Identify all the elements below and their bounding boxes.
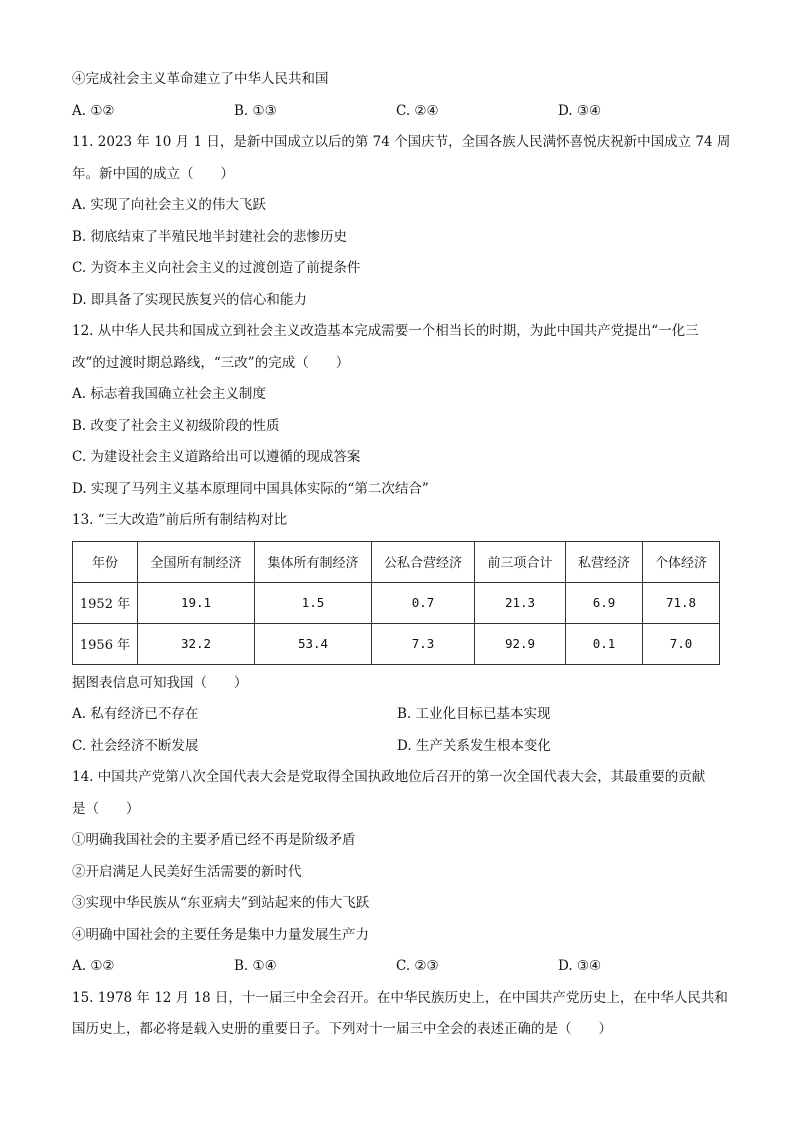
table-header: 全国所有制经济 xyxy=(138,541,255,582)
q15-stem-line2: 国历史上，都必将是载入史册的重要日子。下列对十一届三中全会的表述正确的是（ ） xyxy=(72,1021,612,1037)
table-cell: 71.8 xyxy=(643,582,720,623)
q13-option-d[interactable]: D. 生产关系发生根本变化 xyxy=(397,737,551,754)
table-cell: 6.9 xyxy=(566,582,643,623)
table-header: 个体经济 xyxy=(643,541,720,582)
q14-option-b[interactable]: B. ①④ xyxy=(234,958,277,974)
table-cell: 0.7 xyxy=(372,582,475,623)
q10-option-c[interactable]: C. ②④ xyxy=(396,102,439,119)
table-row xyxy=(73,623,720,664)
table-cell: 21.3 xyxy=(475,582,566,623)
q12-option-a[interactable]: A. 标志着我国确立社会主义制度 xyxy=(72,386,266,402)
table-cell: 7.3 xyxy=(372,623,475,664)
q12-stem-line2: 改”的过渡时期总路线，“三改”的完成（ ） xyxy=(72,354,350,371)
q10-options xyxy=(72,96,722,128)
table-header: 集体所有制经济 xyxy=(255,541,372,582)
table-cell: 32.2 xyxy=(138,623,255,664)
q12-option-b[interactable]: B. 改变了社会主义初级阶段的性质 xyxy=(72,417,280,434)
q11-option-b[interactable]: B. 彻底结束了半殖民地半封建社会的悲惨历史 xyxy=(72,228,348,245)
q11-option-a[interactable]: A. 实现了向社会主义的伟大飞跃 xyxy=(72,197,266,213)
table-cell: 53.4 xyxy=(255,623,372,664)
q14-stem-line1: 14. 中国共产党第八次全国代表大会是党取得全国执政地位后召开的第一次全国代表大会，其最重要的贡献 xyxy=(72,769,706,785)
table-cell: 0.1 xyxy=(566,623,643,664)
table-header: 私营经济 xyxy=(566,541,643,582)
table-cell: 92.9 xyxy=(475,623,566,664)
q12-option-c[interactable]: C. 为建设社会主义道路给出可以遵循的现成答案 xyxy=(72,449,361,465)
table-row xyxy=(73,582,720,623)
q14-statement-4: ④明确中国社会的主要任务是集中力量发展生产力 xyxy=(72,926,369,943)
table-cell: 19.1 xyxy=(138,582,255,623)
q12-stem-line1: 12. 从中华人民共和国成立到社会主义改造基本完成需要一个相当长的时期，为此中国共产党提出“一化三 xyxy=(72,323,699,339)
q10-option-b[interactable]: B. ①③ xyxy=(234,102,277,119)
q11-option-c[interactable]: C. 为资本主义向社会主义的过渡创造了前提条件 xyxy=(72,260,361,276)
table-cell: 7.0 xyxy=(643,623,720,664)
q14-option-d[interactable]: D. ③④ xyxy=(558,958,602,974)
q14-statement-2: ②开启满足人民美好生活需要的新时代 xyxy=(72,863,302,880)
q10-statement-4: ④完成社会主义革命建立了中华人民共和国 xyxy=(72,71,329,87)
q11-stem-line2: 年。新中国的成立（ ） xyxy=(72,165,234,182)
q14-option-a[interactable]: A. ①② xyxy=(72,958,115,974)
q13-option-c[interactable]: C. 社会经济不断发展 xyxy=(72,737,199,754)
table-cell: 1956 年 xyxy=(73,623,138,664)
table-cell: 1.5 xyxy=(255,582,372,623)
q13-options-row1 xyxy=(72,699,722,731)
table-header-row xyxy=(73,541,720,582)
exam-page xyxy=(72,64,731,1046)
table-cell: 1952 年 xyxy=(73,582,138,623)
q13-options-row2 xyxy=(72,731,722,763)
q14-options xyxy=(72,951,722,983)
q12-option-d[interactable]: D. 实现了马列主义基本原理同中国具体实际的“第二次结合” xyxy=(72,480,429,497)
table-header: 公私合营经济 xyxy=(372,541,475,582)
q14-option-c[interactable]: C. ②③ xyxy=(396,958,439,974)
q14-statement-1: ①明确我国社会的主要矛盾已经不再是阶级矛盾 xyxy=(72,832,356,848)
q13-option-b[interactable]: B. 工业化目标已基本实现 xyxy=(397,706,551,722)
q13-prompt: 据图表信息可知我国（ ） xyxy=(72,674,248,691)
table-header: 年份 xyxy=(73,541,138,582)
q10-option-a[interactable]: A. ①② xyxy=(72,102,115,119)
q14-statement-3: ③实现中华民族从“东亚病夫”到站起来的伟大飞跃 xyxy=(72,895,370,911)
q11-option-d[interactable]: D. 即具备了实现民族复兴的信心和能力 xyxy=(72,291,307,308)
table-header: 前三项合计 xyxy=(475,541,566,582)
q10-option-d[interactable]: D. ③④ xyxy=(558,102,602,119)
q13-stem: 13. “三大改造”前后所有制结构对比 xyxy=(72,512,288,528)
q15-stem-line1: 15. 1978 年 12 月 18 日，十一届三中全会召开。在中华民族历史上，在中国共产党历史上，在中华人民共和 xyxy=(72,989,728,1006)
ownership-table xyxy=(72,541,720,665)
q14-stem-line2: 是（ ） xyxy=(72,800,140,817)
q11-stem-line1: 11. 2023 年 10 月 1 日，是新中国成立以后的第 74 个国庆节，全国各族人民满怀喜悦庆祝新中国成立 74 周 xyxy=(72,134,731,150)
q13-option-a[interactable]: A. 私有经济已不存在 xyxy=(72,706,199,722)
